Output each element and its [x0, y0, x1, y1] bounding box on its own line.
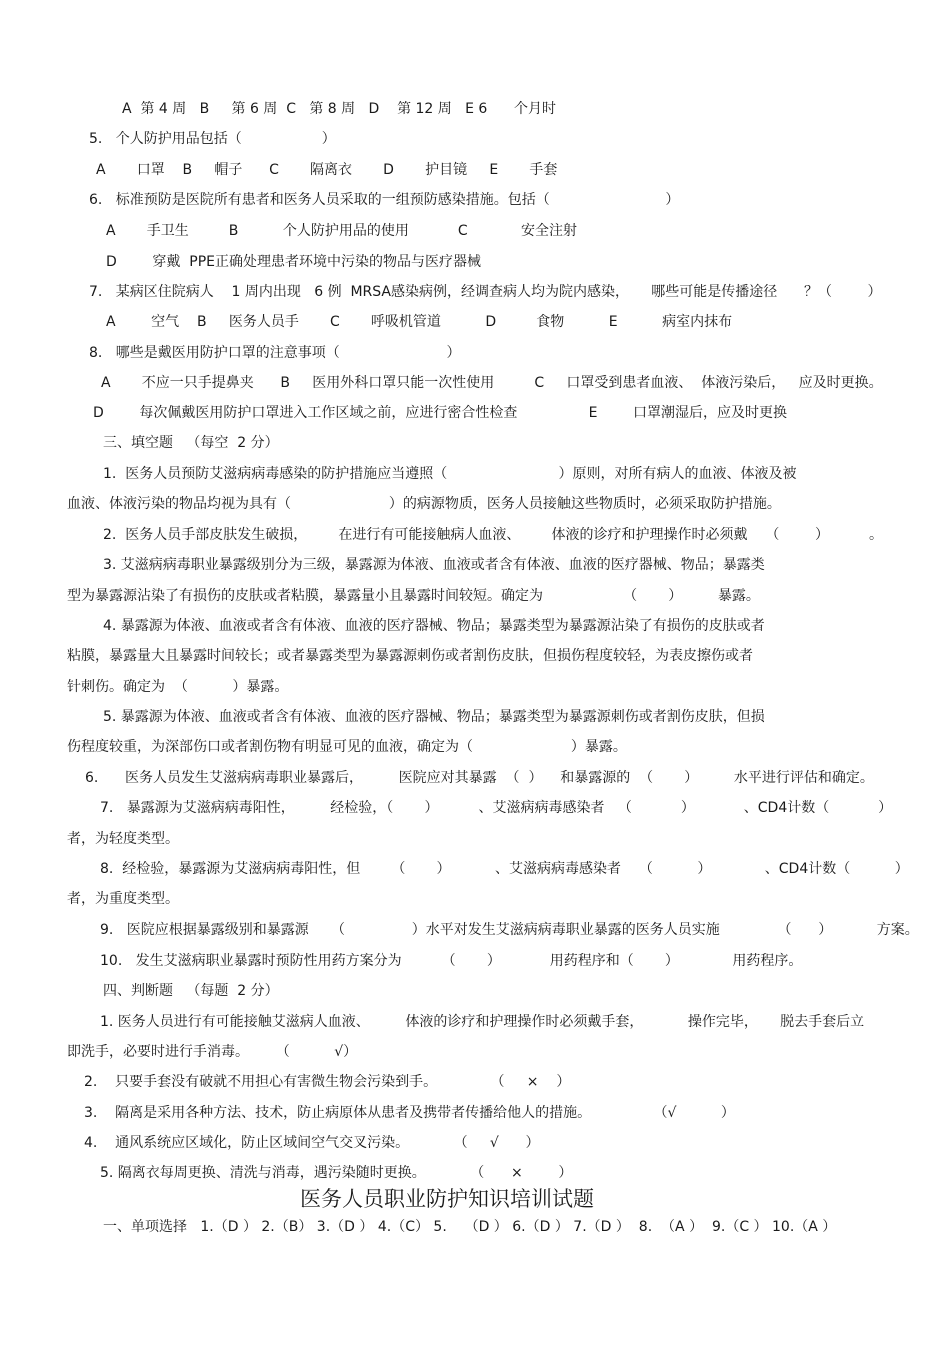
judge-question-1: 1. 医务人员进行有可能接触艾滋病人血液、 体液的诊疗和护理操作时必须戴手套， 操作完毕， 脱去手套后立	[100, 1014, 865, 1030]
fill-question-4-cont: 针刺伤。确定为 （ ）暴露。	[67, 679, 289, 695]
fill-question-1-cont: 血液、体液污染的物品均视为具有（ ）的病源物质，医务人员接触这些物质时，必须采取防护措施。	[67, 496, 781, 512]
fill-question-7: 7. 暴露源为艾滋病病毒阳性， 经检验，（ ） 、艾滋病病毒感染者 （ ） 、CD4计数（ ）	[100, 800, 893, 816]
question-6: 6. 标准预防是医院所有患者和医务人员采取的一组预防感染措施。包括（ ）	[89, 192, 680, 208]
fill-question-3-cont: 型为暴露源沾染了有损伤的皮肤或者粘膜，暴露量小且暴露时间较短。确定为 （ ） 暴露。	[67, 588, 760, 604]
fill-question-7-cont: 者，为轻度类型。	[67, 831, 179, 847]
judge-question-3: 3. 隔离是采用各种方法、技术，防止病原体从患者及携带者传播给他人的措施。 （√ ）	[84, 1105, 735, 1121]
judge-question-1-cont: 即洗手，必要时进行手消毒。 （ √）	[67, 1044, 358, 1060]
fill-question-4-cont: 粘膜，暴露量大且暴露时间较长；或者暴露类型为暴露源刺伤或者割伤皮肤，但损伤程度较轻，为表皮擦伤或者	[67, 648, 753, 664]
fill-question-6: 6. 医务人员发生艾滋病病毒职业暴露后， 医院应对其暴露 （ ） 和暴露源的 （ ） 水平进行评估和确定。	[85, 770, 874, 786]
option-line: A 不应一只手提鼻夹 B 医用外科口罩只能一次性使用 C 口罩受到患者血液、 体液污染后， 应及时更换。	[101, 375, 883, 391]
fill-question-3: 3. 艾滋病病毒职业暴露级别分为三级，暴露源为体液、血液或者含有体液、血液的医疗器械、物品；暴露类	[103, 557, 765, 573]
fill-question-1: 1. 医务人员预防艾滋病病毒感染的防护措施应当遵照（ ）原则，对所有病人的血液、体液及被	[103, 466, 797, 482]
option-line: D 穿戴 PPE正确处理患者环境中污染的物品与医疗器械	[106, 254, 482, 270]
fill-question-9: 9. 医院应根据暴露级别和暴露源 （ ）水平对发生艾滋病病毒职业暴露的医务人员实施 （ ） 方案。	[100, 922, 919, 938]
option-line: D 每次佩戴医用防护口罩进入工作区域之前，应进行密合性检查 E 口罩潮湿后，应及时更换	[93, 405, 788, 421]
fill-question-10: 10. 发生艾滋病职业暴露时预防性用药方案分为 （ ） 用药程序和（ ） 用药程序。	[100, 953, 803, 969]
fill-question-5-cont: 伤程度较重，为深部伤口或者割伤物有明显可见的血液，确定为（ ）暴露。	[67, 739, 627, 755]
fill-question-8: 8. 经检验，暴露源为艾滋病病毒阳性，但 （ ） 、艾滋病病毒感染者 （ ） 、CD4计数（ ）	[100, 861, 909, 877]
section-heading-judge: 四、判断题 （每题 2 分）	[103, 983, 279, 999]
judge-question-2: 2. 只要手套没有破就不用担心有害微生物会污染到手。 （ × ）	[84, 1074, 571, 1090]
fill-question-5: 5. 暴露源为体液、血液或者含有体液、血液的医疗器械、物品；暴露类型为暴露源刺伤或者割伤皮肤，但损	[103, 709, 765, 725]
option-line: A 手卫生 B 个人防护用品的使用 C 安全注射	[106, 223, 578, 239]
answer-title: 医务人员职业防护知识培训试题	[300, 1187, 594, 1211]
question-7: 7. 某病区住院病人 1 周内出现 6 例 MRSA感染病例，经调查病人均为院内感染， 哪些可能是传播途径 ？（ ）	[89, 284, 882, 300]
question-8: 8. 哪些是戴医用防护口罩的注意事项（ ）	[89, 345, 461, 361]
fill-question-8-cont: 者，为重度类型。	[67, 891, 179, 907]
fill-question-2: 2. 医务人员手部皮肤发生破损， 在进行有可能接触病人血液、 体液的诊疗和护理操作时必须戴 （ ） 。	[103, 527, 884, 543]
question-5: 5. 个人防护用品包括（ ）	[89, 131, 336, 147]
answer-line: 一、单项选择 1.（D ） 2.（B） 3.（D ） 4.（C） 5. （D ） 6.（D ） 7.（D ） 8. （A ） 9.（C ） 10.（A ）	[103, 1219, 837, 1235]
judge-question-4: 4. 通风系统应区域化，防止区域间空气交叉污染。 （ √ ）	[84, 1135, 540, 1151]
judge-question-5: 5. 隔离衣每周更换、清洗与消毒，遇污染随时更换。 （ × ）	[100, 1165, 573, 1181]
fill-question-4: 4. 暴露源为体液、血液或者含有体液、血液的医疗器械、物品；暴露类型为暴露源沾染了有损伤的皮肤或者	[103, 618, 765, 634]
option-line: A 第 4 周 B 第 6 周 C 第 8 周 D 第 12 周 E 6 个月时	[122, 101, 557, 117]
section-heading-fill: 三、填空题 （每空 2 分）	[103, 435, 279, 451]
option-line: A 空气 B 医务人员手 C 呼吸机管道 D 食物 E 病室内抹布	[106, 314, 733, 330]
option-line: A 口罩 B 帽子 C 隔离衣 D 护目镜 E 手套	[96, 162, 558, 178]
